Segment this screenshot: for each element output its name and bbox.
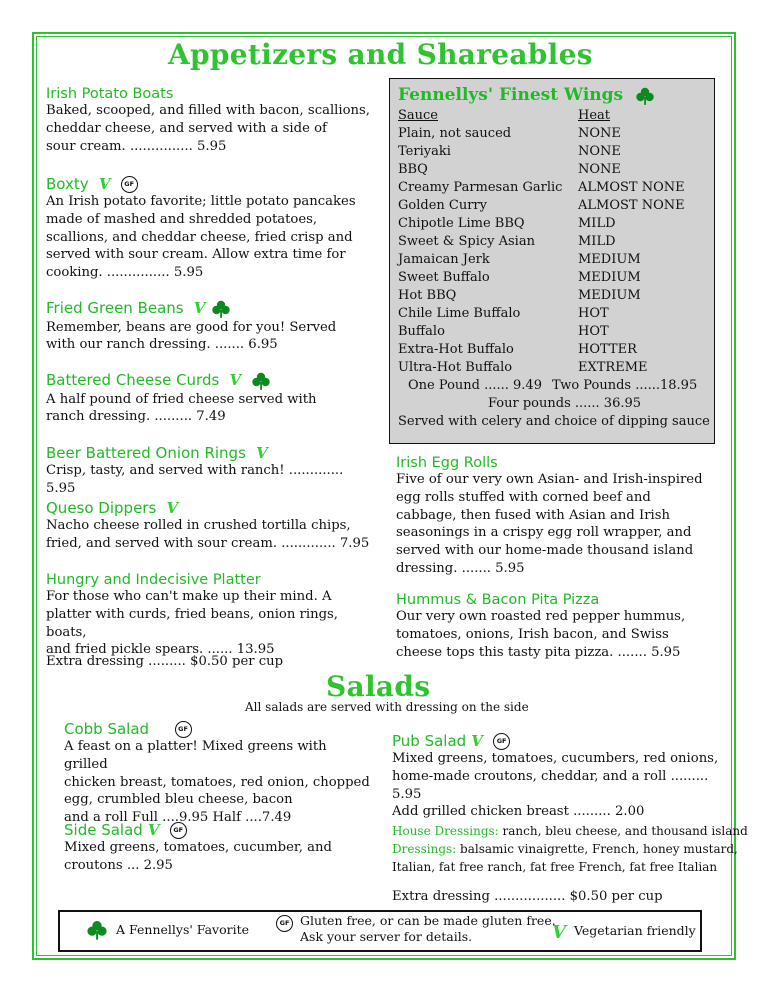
wings-one-pound: One Pound ...... 9.49 bbox=[408, 378, 542, 393]
wing-sauce: Creamy Parmesan Garlic bbox=[398, 180, 563, 195]
item-desc: Mixed greens, tomatoes, cucumbers, red onions, home-made croutons, cheddar, and a roll ......... 5.95 Add grilled chicken breast ......... 2.00 bbox=[392, 751, 719, 820]
wing-heat: NONE bbox=[578, 144, 621, 159]
vegetarian-icon: V bbox=[552, 922, 566, 943]
vegetarian-icon: V bbox=[471, 732, 483, 750]
item-name: Queso Dippers bbox=[46, 499, 157, 517]
legend-vegetarian: Vegetarian friendly bbox=[574, 923, 696, 938]
salad-side bbox=[64, 820, 374, 875]
item-name: Irish Egg Rolls bbox=[396, 455, 498, 471]
house-dressings-label: House Dressings: bbox=[392, 824, 499, 838]
gluten-free-icon: GF bbox=[175, 721, 192, 738]
gluten-free-icon: GF bbox=[121, 176, 138, 193]
wings-two-pounds: Two Pounds ......18.95 bbox=[552, 378, 698, 393]
vegetarian-icon: V bbox=[193, 299, 206, 317]
wings-served-with: Served with celery and choice of dipping sauce bbox=[398, 414, 710, 429]
wing-heat: HOTTER bbox=[578, 342, 637, 357]
house-dressings: ranch, bleu cheese, and thousand island bbox=[498, 824, 748, 838]
vegetarian-icon: V bbox=[166, 499, 179, 517]
legend-favorite: A Fennellys' Favorite bbox=[116, 922, 250, 937]
dressings-block bbox=[392, 822, 748, 876]
item-desc: Our very own roasted red pepper hummus, tomatoes, onions, Irish bacon, and Swiss cheese tops this tasty pita pizza. ....... 5.95 bbox=[396, 609, 686, 660]
item-name: Irish Potato Boats bbox=[46, 86, 174, 102]
item-name: Boxty bbox=[46, 175, 89, 193]
dressings-label: Dressings: bbox=[392, 842, 457, 856]
item-desc: Remember, beans are good for you! Served with our ranch dressing. ....... 6.95 bbox=[46, 319, 337, 353]
wing-heat: MILD bbox=[578, 216, 616, 231]
wing-heat: MEDIUM bbox=[578, 288, 641, 303]
wing-sauce: Sweet Buffalo bbox=[398, 270, 490, 285]
appetizer-boxty bbox=[46, 174, 376, 282]
wing-heat: EXTREME bbox=[578, 360, 648, 375]
wing-heat: NONE bbox=[578, 162, 621, 177]
dressings-line2: Italian, fat free ranch, fat free French, fat free Italian bbox=[392, 860, 718, 874]
legend-box bbox=[58, 910, 702, 952]
wing-sauce: Extra-Hot Buffalo bbox=[398, 342, 514, 357]
item-name: Hummus & Bacon Pita Pizza bbox=[396, 592, 600, 608]
wing-heat: HOT bbox=[578, 306, 609, 321]
item-name: Beer Battered Onion Rings bbox=[46, 444, 246, 462]
appetizer-fried-green-beans bbox=[46, 298, 376, 354]
appetizer-platter bbox=[46, 572, 376, 659]
wing-sauce: Hot BBQ bbox=[398, 288, 457, 303]
wing-sauce: Teriyaki bbox=[398, 144, 451, 159]
item-desc: Mixed greens, tomatoes, cucumber, and croutons ... 2.95 bbox=[64, 840, 332, 873]
item-desc: For those who can't make up their mind. A platter with curds, fried beans, onion rings, boats, and fried pickle spears. ...... 13.95 bbox=[46, 589, 338, 658]
shamrock-icon bbox=[635, 86, 655, 106]
item-name: Hungry and Indecisive Platter bbox=[46, 572, 261, 588]
salad-pub bbox=[392, 731, 722, 821]
wing-sauce: Chile Lime Buffalo bbox=[398, 306, 521, 321]
wing-heat: HOT bbox=[578, 324, 609, 339]
appetizer-queso-dippers bbox=[46, 498, 376, 553]
wings-box bbox=[389, 78, 715, 444]
appetizer-cheese-curds bbox=[46, 370, 376, 426]
appetizer-irish-egg-rolls bbox=[396, 455, 716, 578]
shamrock-icon bbox=[211, 299, 231, 319]
wings-four-pounds: Four pounds ...... 36.95 bbox=[488, 396, 642, 411]
wings-title: Fennellys' Finest Wings bbox=[398, 85, 655, 106]
salads-title: Salads bbox=[326, 670, 431, 703]
gluten-free-icon: GF bbox=[276, 915, 293, 932]
gluten-free-icon: GF bbox=[170, 822, 187, 839]
wing-sauce: Golden Curry bbox=[398, 198, 487, 213]
wing-heat: MILD bbox=[578, 234, 616, 249]
appetizers-title: Appetizers and Shareables bbox=[168, 38, 593, 71]
wing-heat: NONE bbox=[578, 126, 621, 141]
item-desc: A half pound of fried cheese served with ranch dressing. ......... 7.49 bbox=[46, 391, 317, 425]
item-desc: A feast on a platter! Mixed greens with grilled chicken breast, tomatoes, red onion, chopped egg, crumbled bleu cheese, bacon and a roll Full ....9.95 Half ....7.49 bbox=[64, 739, 370, 826]
appetizers-left-column bbox=[46, 86, 376, 155]
wing-heat: ALMOST NONE bbox=[578, 180, 685, 195]
salad-cobb bbox=[64, 719, 374, 827]
item-name: Battered Cheese Curds bbox=[46, 371, 220, 389]
item-desc: An Irish potato favorite; little potato pancakes made of mashed and shredded potatoes, scallions, and cheddar cheese, fried crisp and served with sour cream. Allow extra time for cooking. ............... 5.95 bbox=[46, 194, 356, 281]
item-desc: Crisp, tasty, and served with ranch! ............. 5.95 bbox=[46, 463, 344, 496]
wing-sauce: Ultra-Hot Buffalo bbox=[398, 360, 513, 375]
item-desc: Baked, scooped, and filled with bacon, scallions, cheddar cheese, and served with a side of sour cream. ............... 5.95 bbox=[46, 103, 370, 154]
item-desc: Five of our very own Asian- and Irish-inspired egg rolls stuffed with corned beef and cabbage, then fused with Asian and Irish seasonings in a crispy egg roll wrapper, and served with our home-made thousand island dressing. ....... 5.95 bbox=[396, 472, 703, 576]
item-name: Pub Salad bbox=[392, 732, 467, 750]
vegetarian-icon: V bbox=[98, 175, 111, 193]
shamrock-icon bbox=[251, 371, 271, 391]
shamrock-icon bbox=[86, 919, 108, 941]
wing-sauce: Buffalo bbox=[398, 324, 445, 339]
gluten-free-icon: GF bbox=[493, 733, 510, 750]
wing-sauce: Jamaican Jerk bbox=[398, 252, 490, 267]
salads-extra-dressing: Extra dressing ................. $0.50 per cup bbox=[392, 889, 663, 904]
appetizers-extra-dressing: Extra dressing ......... $0.50 per cup bbox=[46, 654, 284, 669]
dressings-line1: balsamic vinaigrette, French, honey mustard, bbox=[456, 842, 738, 856]
vegetarian-icon: V bbox=[256, 444, 268, 462]
item-name: Cobb Salad bbox=[64, 720, 150, 738]
wing-sauce: Sweet & Spicy Asian bbox=[398, 234, 535, 249]
vegetarian-icon: V bbox=[147, 821, 160, 839]
wing-sauce: Plain, not sauced bbox=[398, 126, 512, 141]
sauce-header: Sauce bbox=[398, 108, 439, 123]
item-desc: Nacho cheese rolled in crushed tortilla chips, fried, and served with sour cream. ............. 7.95 bbox=[46, 518, 370, 551]
item-name: Fried Green Beans bbox=[46, 299, 184, 317]
legend-gluten-free: Gluten free, or can be made gluten free. Ask your server for details. bbox=[300, 913, 556, 944]
wing-sauce: BBQ bbox=[398, 162, 428, 177]
wing-heat: MEDIUM bbox=[578, 252, 641, 267]
wing-heat: ALMOST NONE bbox=[578, 198, 685, 213]
salads-subtitle: All salads are served with dressing on the side bbox=[245, 700, 529, 714]
appetizer-pita-pizza bbox=[396, 592, 716, 661]
wing-sauce: Chipotle Lime BBQ bbox=[398, 216, 525, 231]
vegetarian-icon: V bbox=[229, 371, 242, 389]
heat-header: Heat bbox=[578, 108, 611, 123]
item-name: Side Salad bbox=[64, 821, 143, 839]
wing-heat: MEDIUM bbox=[578, 270, 641, 285]
appetizer-onion-rings bbox=[46, 443, 376, 498]
